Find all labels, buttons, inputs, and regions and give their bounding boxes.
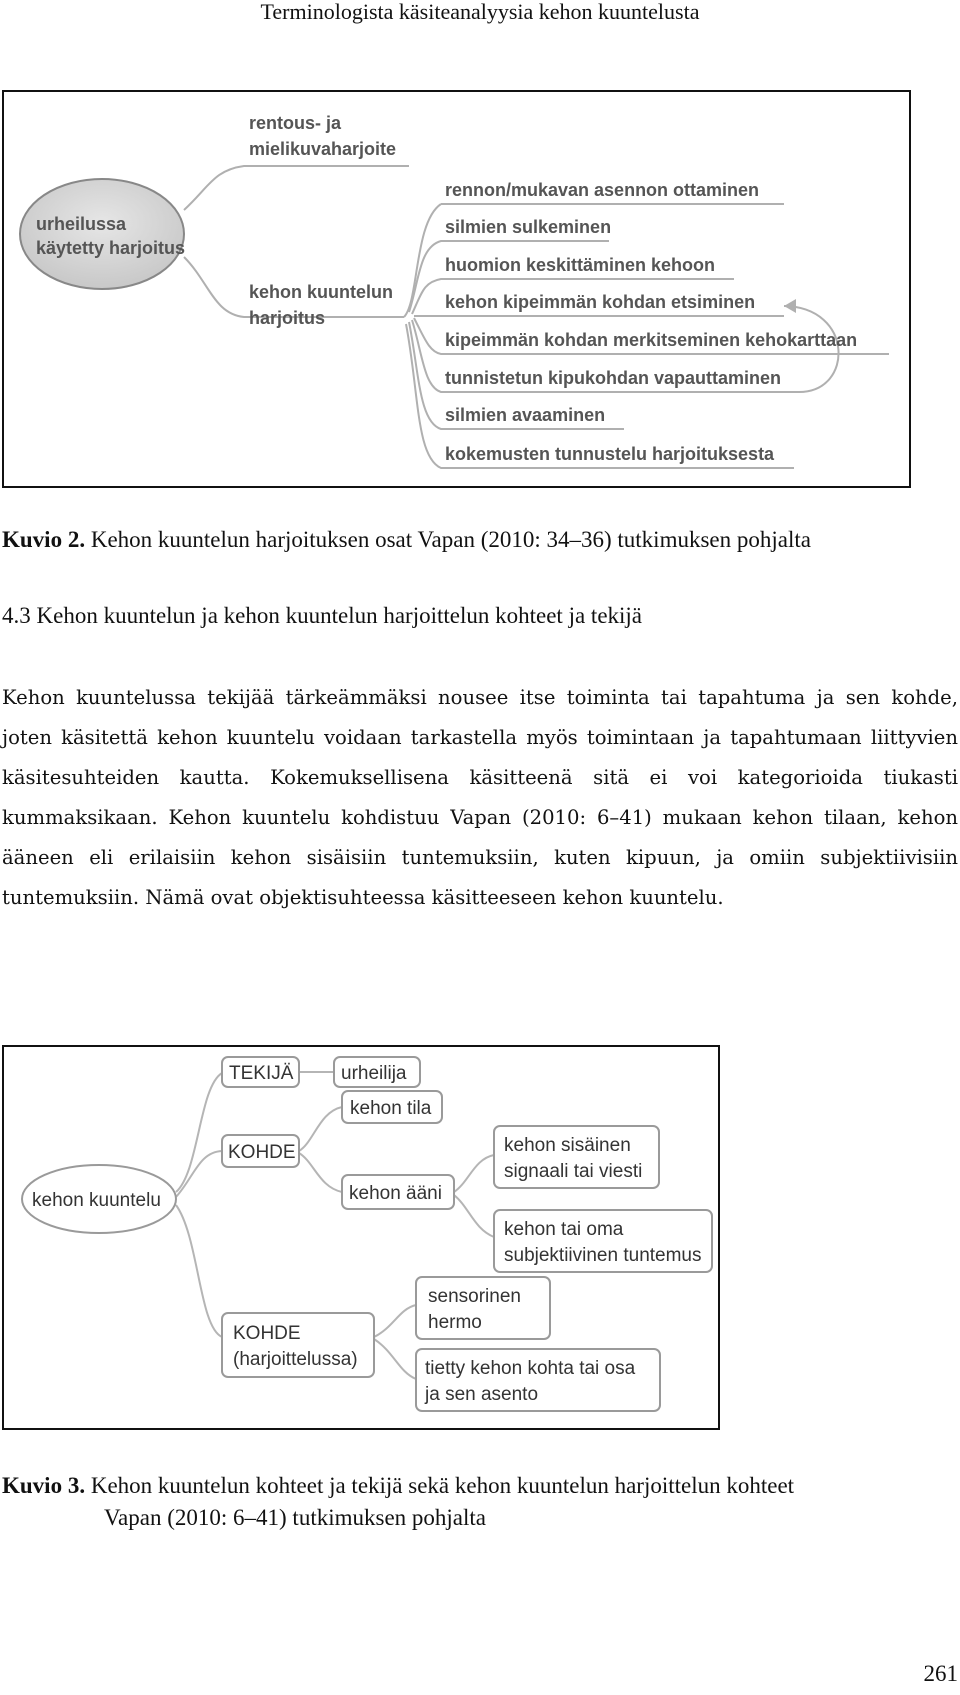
body-paragraph: Kehon kuuntelussa tekijää tärkeämmäksi nousee itse toiminta tai tapahtuma ja sen kohde, joten käsitettä kehon kuuntelu voidaan tarkastella myös toimintaan ja tapahtumaan liittyvien käsitesuhteiden kautta. Kokemuksellisena käsitteenä sitä ei voi kategorioida tiukasti kummaksikaan. Kehon kuuntelu kohdistuu Vapan (2010: 6–41) mukaan kehon tilaan, kehon ääneen eli erilaisiin kehon sisäisiin tuntemuksiin, kuten kipuun, ja omiin subjektiivisiin tuntemuksiin. Nämä ovat objektisuhteessa käsitteeseen kehon kuuntelu. xyxy=(2,686,958,909)
node-tekija: TEKIJÄ xyxy=(229,1063,294,1084)
step-7: silmien avaaminen xyxy=(445,405,606,425)
figure-2-caption xyxy=(2,1470,794,1534)
connector-kohde-tila xyxy=(299,1107,342,1151)
figure-1-caption xyxy=(2,524,811,556)
node-kohde-harj-line2: (harjoittelussa) xyxy=(233,1349,358,1370)
caption-1-text: Kehon kuuntelun harjoituksen osat Vapan (2010: 34–36) tutkimuksen pohjalta xyxy=(85,527,811,552)
running-head: Terminologista käsiteanalyysia kehon kuuntelusta xyxy=(260,0,700,24)
node-sensorinen-line2: hermo xyxy=(428,1312,482,1333)
step-1: rennon/mukavan asennon ottaminen xyxy=(445,180,760,200)
root-label: kehon kuuntelu xyxy=(32,1190,161,1211)
root-ellipse xyxy=(20,179,184,289)
root-label-line2: käytetty harjoitus xyxy=(36,238,186,258)
node-signal-line1: kehon sisäinen xyxy=(504,1135,631,1156)
step-2: silmien sulkeminen xyxy=(445,217,612,237)
step-5: kipeimmän kohdan merkitseminen kehokarttaan xyxy=(445,330,858,350)
caption-2-label: Kuvio 3. xyxy=(2,1473,86,1498)
section-heading: 4.3 Kehon kuuntelun ja kehon kuuntelun harjoittelun kohteet ja tekijä xyxy=(2,603,643,628)
node-tietty-line2: ja sen asento xyxy=(425,1384,539,1405)
branch-rentous-line1: rentous- ja xyxy=(249,113,342,133)
connector-aani-subjective xyxy=(454,1195,494,1237)
connector-root-kohde xyxy=(176,1151,222,1197)
caption-2-line2: Vapan (2010: 6–41) tutkimuksen pohjalta xyxy=(104,1505,486,1530)
step-4: kehon kipeimmän kohdan etsiminen xyxy=(445,292,756,312)
connector-aani-signal xyxy=(454,1155,494,1192)
figure-1-mindmap xyxy=(2,90,911,488)
branch-harjoitus-line1: kehon kuuntelun xyxy=(249,282,393,302)
connector-root-tekija xyxy=(176,1073,222,1192)
step-8: kokemusten tunnustelu harjoituksesta xyxy=(445,444,775,464)
caption-2-text: Kehon kuuntelun kohteet ja tekijä sekä kehon kuuntelun harjoittelun kohteet xyxy=(85,1473,795,1498)
figure-2-diagram xyxy=(2,1045,720,1430)
figure-1-svg xyxy=(4,92,909,486)
connector-root-kohde-harj xyxy=(176,1205,222,1337)
node-urheilija: urheilija xyxy=(341,1063,407,1084)
step-3: huomion keskittäminen kehoon xyxy=(445,255,716,275)
node-signal-line2: signaali tai viesti xyxy=(504,1161,643,1182)
connector-harj-sensorinen xyxy=(374,1305,416,1337)
node-sensorinen-line1: sensorinen xyxy=(428,1286,521,1307)
branch-rentous-line2: mielikuvaharjoite xyxy=(249,139,397,159)
connector-root-rentous xyxy=(184,166,409,210)
loop-arrowhead-icon xyxy=(784,299,796,313)
connector-kohde-aani xyxy=(299,1153,342,1192)
connector-harj-tietty xyxy=(374,1339,416,1379)
node-subjective-line2: subjektiivinen tuntemus xyxy=(504,1245,702,1266)
node-kehon-aani: kehon ääni xyxy=(349,1183,442,1204)
step-6: tunnistetun kipukohdan vapauttaminen xyxy=(445,368,782,388)
node-tietty-line1: tietty kehon kohta tai osa xyxy=(425,1358,636,1379)
node-kohde-harj-line1: KOHDE xyxy=(233,1323,301,1344)
node-subjective-line1: kehon tai oma xyxy=(504,1219,624,1240)
node-kehon-tila: kehon tila xyxy=(350,1098,432,1119)
figure-2-svg xyxy=(4,1047,718,1428)
page-number: 261 xyxy=(923,1661,958,1686)
branch-harjoitus-line2: harjoitus xyxy=(249,308,326,328)
caption-1-label: Kuvio 2. xyxy=(2,527,86,552)
node-kohde: KOHDE xyxy=(228,1142,296,1163)
root-label-line1: urheilussa xyxy=(36,214,127,234)
